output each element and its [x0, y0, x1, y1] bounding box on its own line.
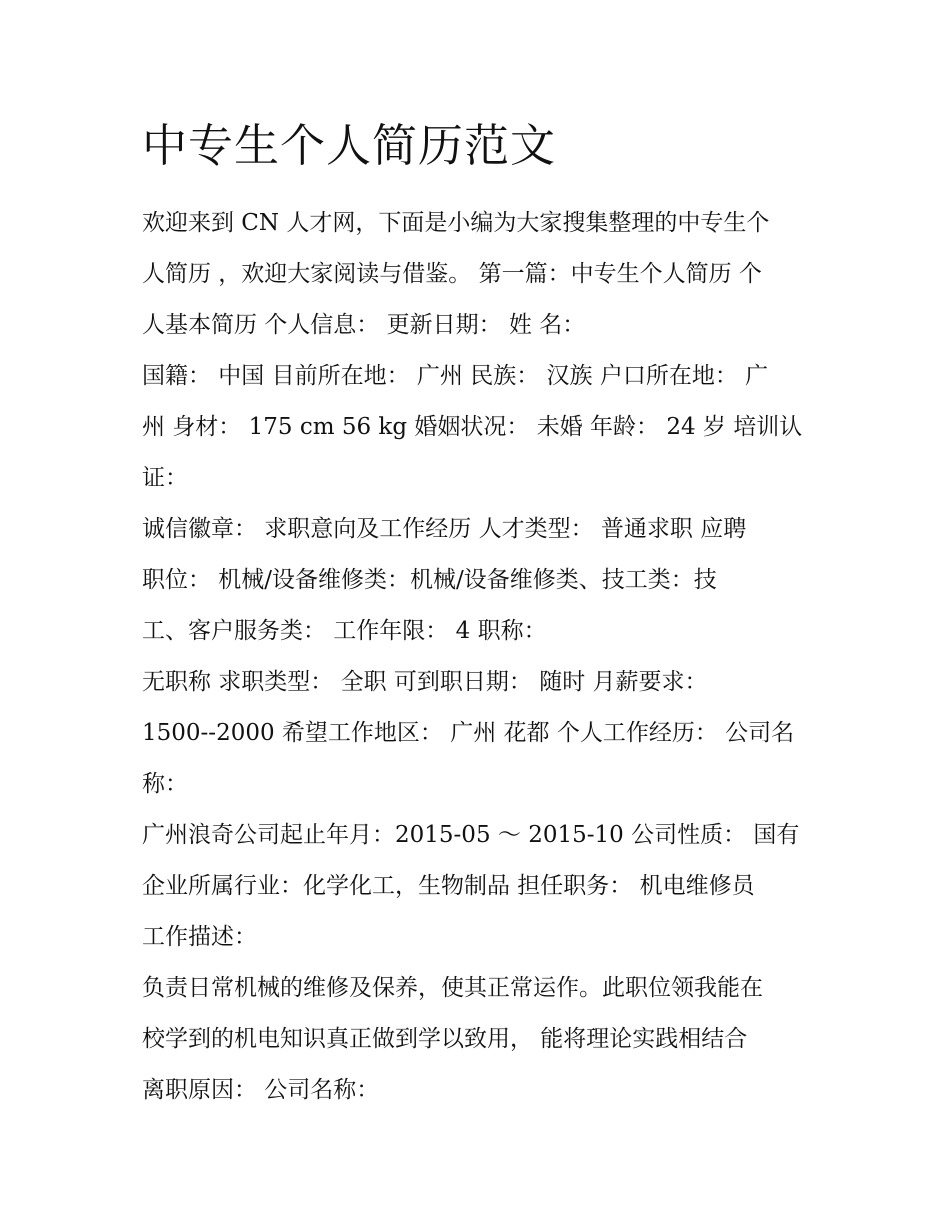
text-line: 欢迎来到 CN 人才网，下面是小编为大家搜集整理的中专生个: [142, 210, 770, 236]
text-line: 人基本简历 个人信息： 更新日期： 姓 名：: [142, 312, 586, 338]
text-line: 工、客户服务类： 工作年限： 4 职称：: [142, 618, 547, 644]
text-line: 工作描述：: [142, 924, 257, 950]
text-line: 诚信徽章： 求职意向及工作经历 人才类型： 普通求职 应聘: [142, 516, 747, 542]
text-line: 国籍： 中国 目前所在地： 广州 民族： 汉族 户口所在地： 广: [142, 363, 769, 389]
text-line: 人简历 ，欢迎大家阅读与借鉴。 第一篇：中专生个人简历 个: [142, 261, 762, 287]
paragraph-intro: [142, 198, 822, 351]
page-title: 中专生个人简历范文: [142, 119, 557, 172]
paragraph-job-type: [142, 657, 822, 708]
text-line: 证：: [142, 465, 188, 491]
text-line: 企业所属行业：化学化工，生物制品 担任职务： 机电维修员: [142, 873, 755, 899]
document-body: [142, 198, 822, 1116]
paragraph-job-description: [142, 963, 822, 1116]
text-line: 离职原因： 公司名称：: [142, 1077, 380, 1103]
paragraph-job-intention: [142, 504, 822, 657]
text-line: 1500--2000 希望工作地区： 广州 花都 个人工作经历： 公司名: [142, 720, 795, 746]
paragraph-company-info: [142, 810, 822, 963]
paragraph-salary-location: [142, 708, 822, 810]
text-line: 校学到的机电知识真正做到学以致用， 能将理论实践相结合: [142, 1026, 748, 1052]
text-line: 职位： 机械/设备维修类：机械/设备维修类、技工类：技: [142, 567, 717, 593]
text-line: 无职称 求职类型： 全职 可到职日期： 随时 月薪要求：: [142, 669, 708, 695]
paragraph-personal-info: [142, 351, 822, 504]
text-line: 负责日常机械的维修及保养，使其正常运作。此职位领我能在: [142, 975, 763, 1001]
text-line: 州 身材： 175 cm 56 kg 婚姻状况： 未婚 年龄： 24 岁 培训认: [142, 414, 803, 440]
text-line: 广州浪奇公司起止年月：2015-05 ～ 2015-10 公司性质： 国有: [142, 822, 800, 848]
text-line: 称：: [142, 771, 188, 797]
